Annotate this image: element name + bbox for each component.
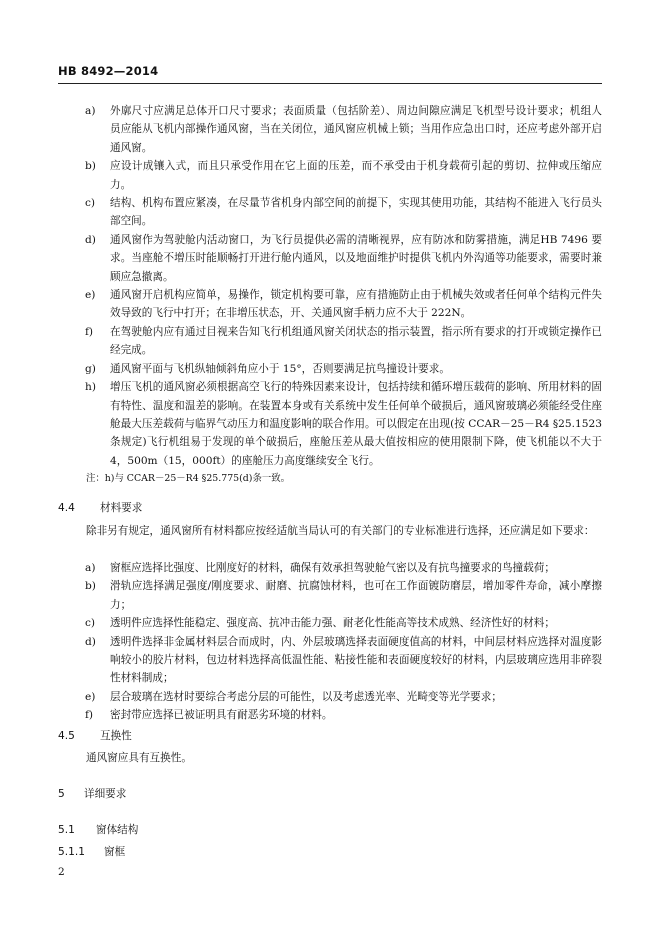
materials-list (58, 559, 602, 725)
section-heading-4-5 (58, 728, 132, 743)
item-label: e) (85, 289, 96, 302)
list-item (58, 323, 602, 360)
item-text: 密封带应选择已被证明具有耐恶劣环境的材料。 (110, 709, 333, 722)
item-label: f) (85, 709, 94, 722)
section-title: 材料要求 (100, 502, 143, 514)
item-text: 通风窗平面与飞机纵轴倾斜角应小于 15°，否则要满足抗鸟撞设计要求。 (110, 362, 450, 375)
paragraph-4-4: 除非另有规定，通风窗所有材料都应按经适航当局认可的有关部门的专业标准进行选择，还应满足如下要求： (86, 525, 595, 537)
section-number: 4.5 (58, 730, 75, 742)
item-label: e) (85, 690, 96, 703)
item-label: g) (85, 362, 96, 375)
item-label: d) (85, 233, 96, 246)
list-item (58, 688, 602, 706)
item-label: b) (85, 580, 96, 593)
item-text: 在驾驶舱内应有通过目视来告知飞行机组通风窗关闭状态的指示装置，指示所有要求的打开或锁定操作已经完成。 (110, 325, 602, 357)
list-item (58, 633, 602, 688)
header-divider (58, 83, 602, 84)
list-item (58, 378, 602, 470)
list-item (58, 559, 602, 577)
item-label: a) (85, 105, 96, 117)
item-text: 层合玻璃在选材时要综合考虑分层的可能性，以及考虑透光率、光畸变等光学要求； (110, 690, 502, 703)
list-item (58, 102, 602, 157)
item-label: d) (85, 635, 96, 648)
item-label: b) (85, 160, 96, 173)
section-title: 详细要求 (84, 788, 127, 800)
item-text: 增压飞机的通风窗必须根据高空飞行的特殊因素来设计，包括持续和循环增压载荷的影响、所用材料的固有特性、温度和温差的影响。在装置本身或有关系统中发生任何单个破损后，通风窗玻璃必须能经受住座舱最大压差载荷与临界气动压力和温度影响的联合作用。可以假定在出现(按 CCAR－25－R4 §25.1523 条规定)飞行机组易于发现的单个破损后，座舱压差从最大值按相应的使用限制下降，使飞机能以不大于 4，500m（15，000ft）的座舱压力高度继续安全飞行。 (110, 381, 602, 467)
item-label: h) (85, 381, 96, 394)
item-text: 通风窗作为驾驶舱内活动窗口，为飞行员提供必需的清晰视界，应有防冰和防雾措施，满足HB 7496 要求。当座舱不增压时能顺畅打开进行舱内通风，以及地面维护时提供飞机内外沟通等功能要求，需要时兼顾应急撤离。 (110, 233, 602, 283)
section-title: 窗框 (104, 846, 126, 858)
item-text: 透明件选择非金属材料层合而成时，内、外层玻璃选择表面硬度值高的材料，中间层材料应选择对温度影响较小的胶片材料，包边材料选择高低温性能、粘接性能和表面硬度较好的材料，内层玻璃应选用非碎裂性材料制成； (110, 635, 602, 685)
section-heading-5 (58, 786, 126, 801)
section-heading-5-1 (58, 822, 138, 837)
note: 注：h)与 CCAR－25－R4 §25.775(d)条一致。 (86, 473, 290, 485)
item-text: 滑轨应选择满足强度/刚度要求、耐磨、抗腐蚀材料，也可在工作面镀防磨层，增加零件寿命，减小摩擦力； (110, 580, 602, 611)
item-text: 通风窗开启机构应简单，易操作，锁定机构要可靠，应有措施防止由于机械失效或者任何单个结构元件失效导致的飞行中打开；在非增压状态，开、关通风窗手柄力应不大于 222N。 (110, 289, 602, 320)
item-text: 外廓尺寸应满足总体开口尺寸要求；表面质量（包括阶差）、周边间隙应满足飞机型号设计要求；机组人员应能从飞机内部操作通风窗，当在关闭位，通风窗应机械上锁；当用作应急出口时，还应考虑外部开启通风窗。 (110, 105, 602, 154)
paragraph-4-5: 通风窗应具有互换性。 (86, 752, 192, 764)
section-title: 窗体结构 (96, 824, 139, 836)
list-item (58, 577, 602, 614)
page-number: 2 (58, 866, 65, 878)
list-item (58, 706, 602, 724)
item-text: 透明件应选择性能稳定、强度高、抗冲击能力强、耐老化性能高等技术成熟、经济性好的材料； (110, 617, 555, 630)
section-number: 4.4 (58, 502, 75, 514)
list-item (58, 194, 602, 231)
list-item (58, 286, 602, 323)
section-number: 5.1.1 (58, 846, 85, 858)
section-number: 5 (58, 788, 65, 800)
list-item (58, 231, 602, 286)
section-heading-4-4 (58, 500, 142, 515)
item-text: 结构、机构布置应紧凑，在尽量节省机身内部空间的前提下，实现其使用功能，其结构不能进入飞行员头部空间。 (110, 197, 602, 228)
item-label: f) (85, 325, 94, 338)
list-item (58, 360, 602, 378)
item-label: a) (85, 562, 96, 574)
document-code: HB 8492—2014 (58, 64, 159, 78)
section-title: 互换性 (100, 730, 132, 742)
section-number: 5.1 (58, 824, 75, 836)
item-label: c) (85, 617, 96, 630)
item-text: 窗框应选择比强度、比刚度好的材料，确保有效承担驾驶舱气密以及有抗鸟撞要求的鸟撞载荷； (110, 562, 555, 574)
list-item (58, 157, 602, 194)
item-text: 应设计成镶入式，而且只承受作用在它上面的压差，而不承受由于机身载荷引起的剪切、拉伸或压缩应力。 (110, 160, 602, 191)
section-heading-5-1-1 (58, 844, 125, 859)
requirements-list (58, 102, 602, 487)
item-label: c) (85, 197, 96, 210)
list-item (58, 614, 602, 632)
